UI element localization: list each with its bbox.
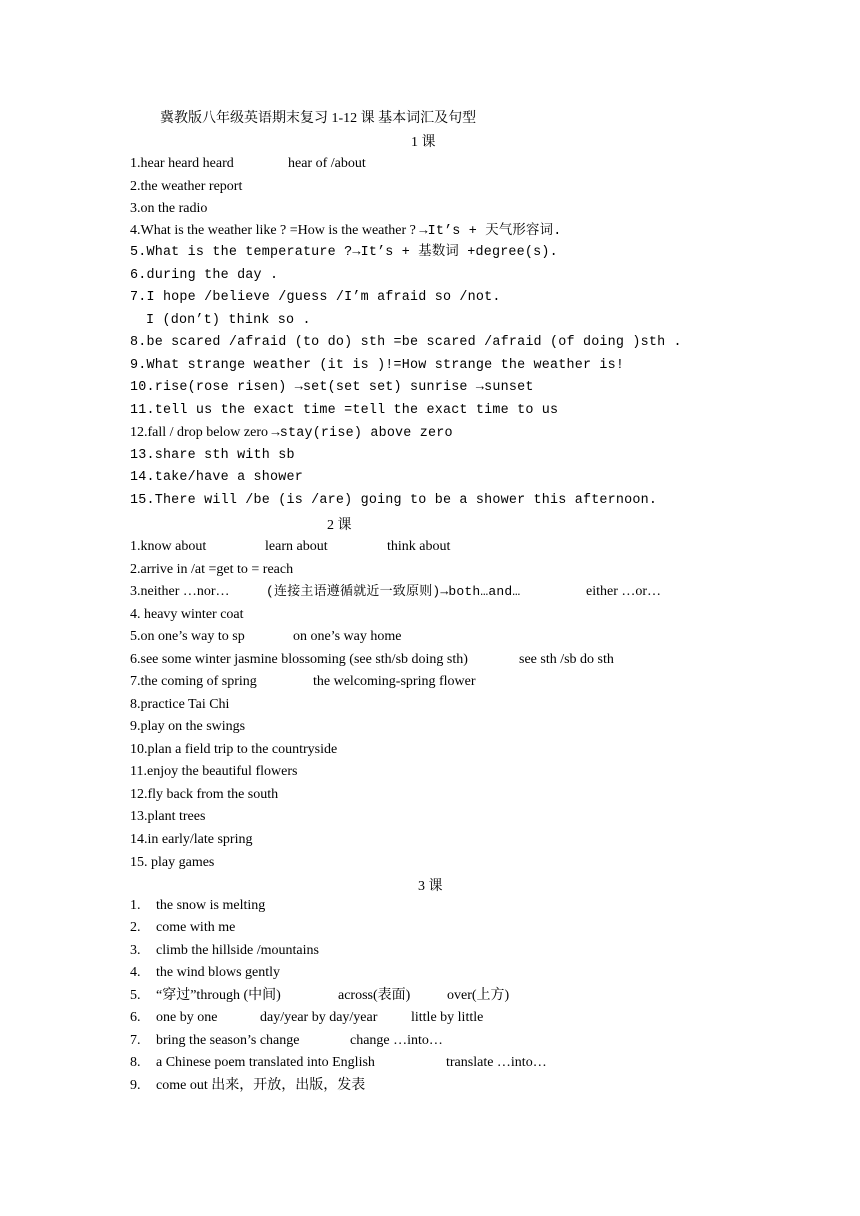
list-item: I (don’t) think so .	[146, 313, 311, 328]
document-title: 冀教版八年级英语期末复习 1-12 课 基本词汇及句型	[160, 111, 477, 126]
list-item: 8.practice Tai Chi	[130, 697, 230, 712]
list-item: 6. one by one day/year by day/year little by little	[130, 1010, 484, 1025]
lesson2-heading: 2 课	[327, 518, 352, 533]
list-item: 10.plan a field trip to the countryside	[130, 742, 338, 757]
list-item: 4. the wind blows gently	[130, 965, 281, 980]
list-item: 13.share sth with sb	[130, 448, 295, 463]
list-item: 9.What strange weather (it is )!=How strange the weather is!	[130, 358, 625, 373]
list-item: 15.There will /be (is /are) going to be a shower this afternoon.	[130, 493, 658, 508]
list-item: 6.during the day .	[130, 268, 279, 283]
lesson3-heading: 3 课	[418, 879, 443, 894]
list-item: 1. the snow is melting	[130, 898, 266, 913]
list-item: 8. a Chinese poem translated into English translate …into…	[130, 1055, 547, 1070]
list-item: 2. come with me	[130, 920, 236, 935]
list-item: 2.arrive in /at =get to = reach	[130, 562, 294, 577]
list-item: 12.fly back from the south	[130, 787, 279, 802]
list-item: 4. heavy winter coat	[130, 607, 244, 622]
list-item: 10.rise(rose risen) →set(set set) sunrise →sunset	[130, 380, 534, 395]
list-item: 8.be scared /afraid (to do) sth =be scared /afraid (of doing )sth .	[130, 335, 682, 350]
list-item: 5. “穿过”through (中间) across(表面) over(上方)	[130, 988, 510, 1003]
list-item: 9. come out 出来，开放，出版，发表	[130, 1078, 366, 1093]
list-item: 7.I hope /believe /guess /I’m afraid so /not.	[130, 290, 501, 305]
list-item: 15. play games	[130, 855, 215, 870]
list-item: 9.play on the swings	[130, 719, 246, 734]
lesson1-heading: 1 课	[411, 135, 436, 150]
list-item: 4.What is the weather like ? =How is the weather ? →It’s + 天气形容词.	[130, 223, 562, 239]
list-item: 2.the weather report	[130, 179, 243, 194]
list-item: 7. bring the season’s change change …into…	[130, 1033, 443, 1048]
list-item: 11.enjoy the beautiful flowers	[130, 764, 298, 779]
list-item: 3. climb the hillside /mountains	[130, 943, 319, 958]
list-item: 14.take/have a shower	[130, 470, 303, 485]
list-item: 11.tell us the exact time =tell the exact time to us	[130, 403, 559, 418]
list-item: 13.plant trees	[130, 809, 206, 824]
document-page: 冀教版八年级英语期末复习 1-12 课 基本词汇及句型 1 课 1.hear heard heard hear of /about 2.the weather report 3.on the radio 4.What is the weather like ? =How is the weather ? →It’s + 天气形容词. 5.What is the temperature ?→It’s + 基数词 +degree(s). 6.during the day . 7.I hope /believe /guess /I’m afraid so /not. I (don’t) think so . 8.be scared /afraid (to do) sth =be scared /afraid (of doing )sth . 9.What strange weather (it is )!=How strange the weather is! 10.rise(rose risen) →set(set set) sunrise →sunset 11.tell us the exact time =tell the exact time to us 12.fall / drop below zero →stay(rise) above zero 13.share sth with sb 14.take/have a shower 15.There will /be (is /are) going to be a shower this afternoon. 2 课 1.know about learn about think about 2.arrive in /at =get to = reach 3.neither …nor… (连接主语遵循就近一致原则)→both…and… either …or… 4. heavy winter coat 5.on one’s way to sp on one’s way home 6.see some winter jasmine blossoming (see sth/sb doing sth) see sth /sb do sth 7.the coming of spring the welcoming-spring flower 8.practice Tai Chi 9.play on the swings 10.plan a field trip to the countryside 11.enjoy the beautiful flowers 12.fly back from the south 13.plant trees 14.in early/late spring 15. play games 3 课 1. the snow is melting 2. come with me 3. climb the hillside /mountains 4. the wind blows gently 5. “穿过”through (中间) across(表面) over(上方) 6. one by one day/year by day/year little by little 7. bring the season’s change change …into… 8. a Chinese poem translated into English translate …into… 9. come out 出来，开放，出版，发表	[0, 0, 860, 1216]
list-item: 12.fall / drop below zero →stay(rise) above zero	[130, 425, 453, 441]
list-item: 5.What is the temperature ?→It’s + 基数词 +degree(s).	[130, 245, 558, 260]
list-item: 3.on the radio	[130, 201, 208, 216]
list-item: 14.in early/late spring	[130, 832, 253, 847]
